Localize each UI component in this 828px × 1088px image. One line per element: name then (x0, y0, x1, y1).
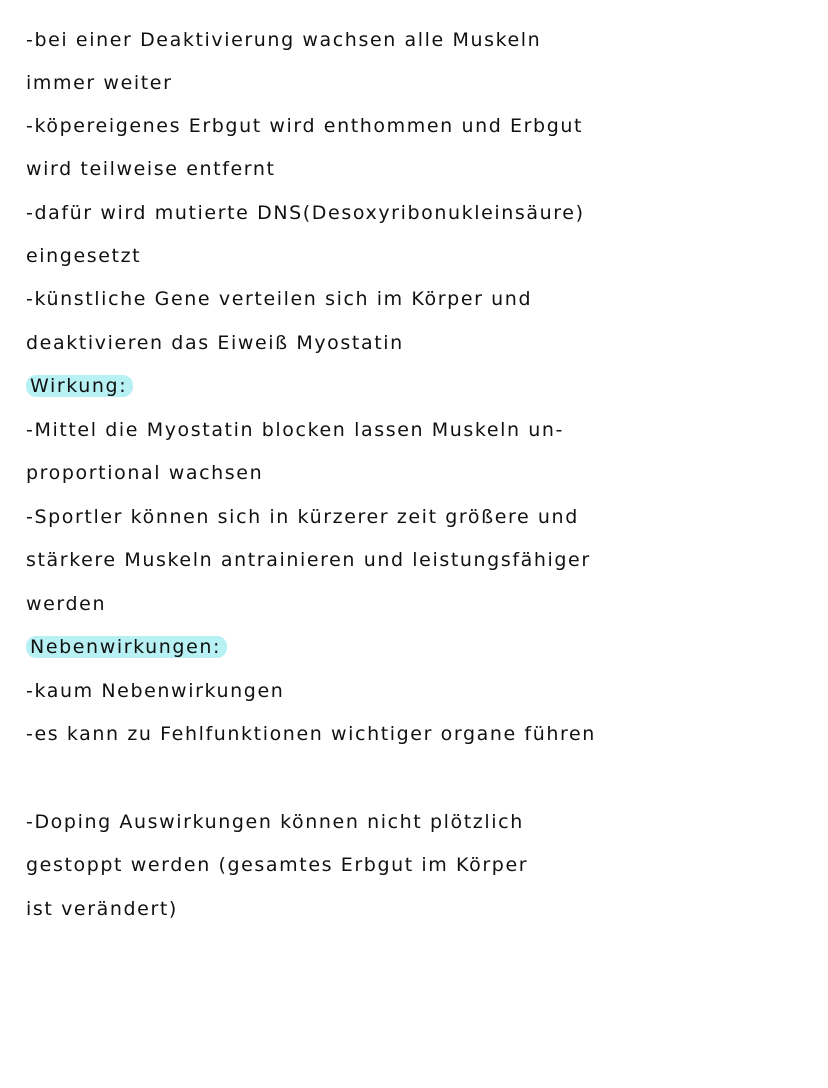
note-line: -kaum Nebenwirkungen (26, 680, 285, 702)
note-line: stärkere Muskeln antrainieren und leistungsfähiger (26, 549, 591, 571)
note-line: gestoppt werden (gesamtes Erbgut im Körper (26, 854, 529, 876)
note-line: ist verändert) (26, 898, 178, 920)
note-line: -künstliche Gene verteilen sich im Körper und (26, 288, 533, 310)
note-line: -dafür wird mutierte DNS(Desoxyribonukleinsäure) (26, 202, 585, 224)
note-line: -köpereigenes Erbgut wird enthommen und Erbgut (26, 115, 584, 137)
highlight-marker: Wirkung: (26, 375, 133, 397)
note-line: -bei einer Deaktivierung wachsen alle Muskeln (26, 29, 542, 51)
note-line: -Doping Auswirkungen können nicht plötzlich (26, 811, 524, 833)
note-line: -es kann zu Fehlfunktionen wichtiger organe führen (26, 723, 596, 745)
note-line: -Sportler können sich in kürzerer zeit größere und (26, 506, 579, 528)
section-heading-wirkung (26, 372, 133, 400)
highlight-marker: Nebenwirkungen: (26, 636, 227, 658)
note-line: deaktivieren das Eiweiß Myostatin (26, 332, 404, 354)
note-line: wird teilweise entfernt (26, 158, 276, 180)
note-line: eingesetzt (26, 245, 142, 267)
note-line: immer weiter (26, 72, 173, 94)
section-heading-nebenwirkungen (26, 633, 227, 661)
note-line: -Mittel die Myostatin blocken lassen Muskeln un- (26, 419, 565, 441)
note-line: werden (26, 593, 107, 615)
note-line: proportional wachsen (26, 462, 264, 484)
